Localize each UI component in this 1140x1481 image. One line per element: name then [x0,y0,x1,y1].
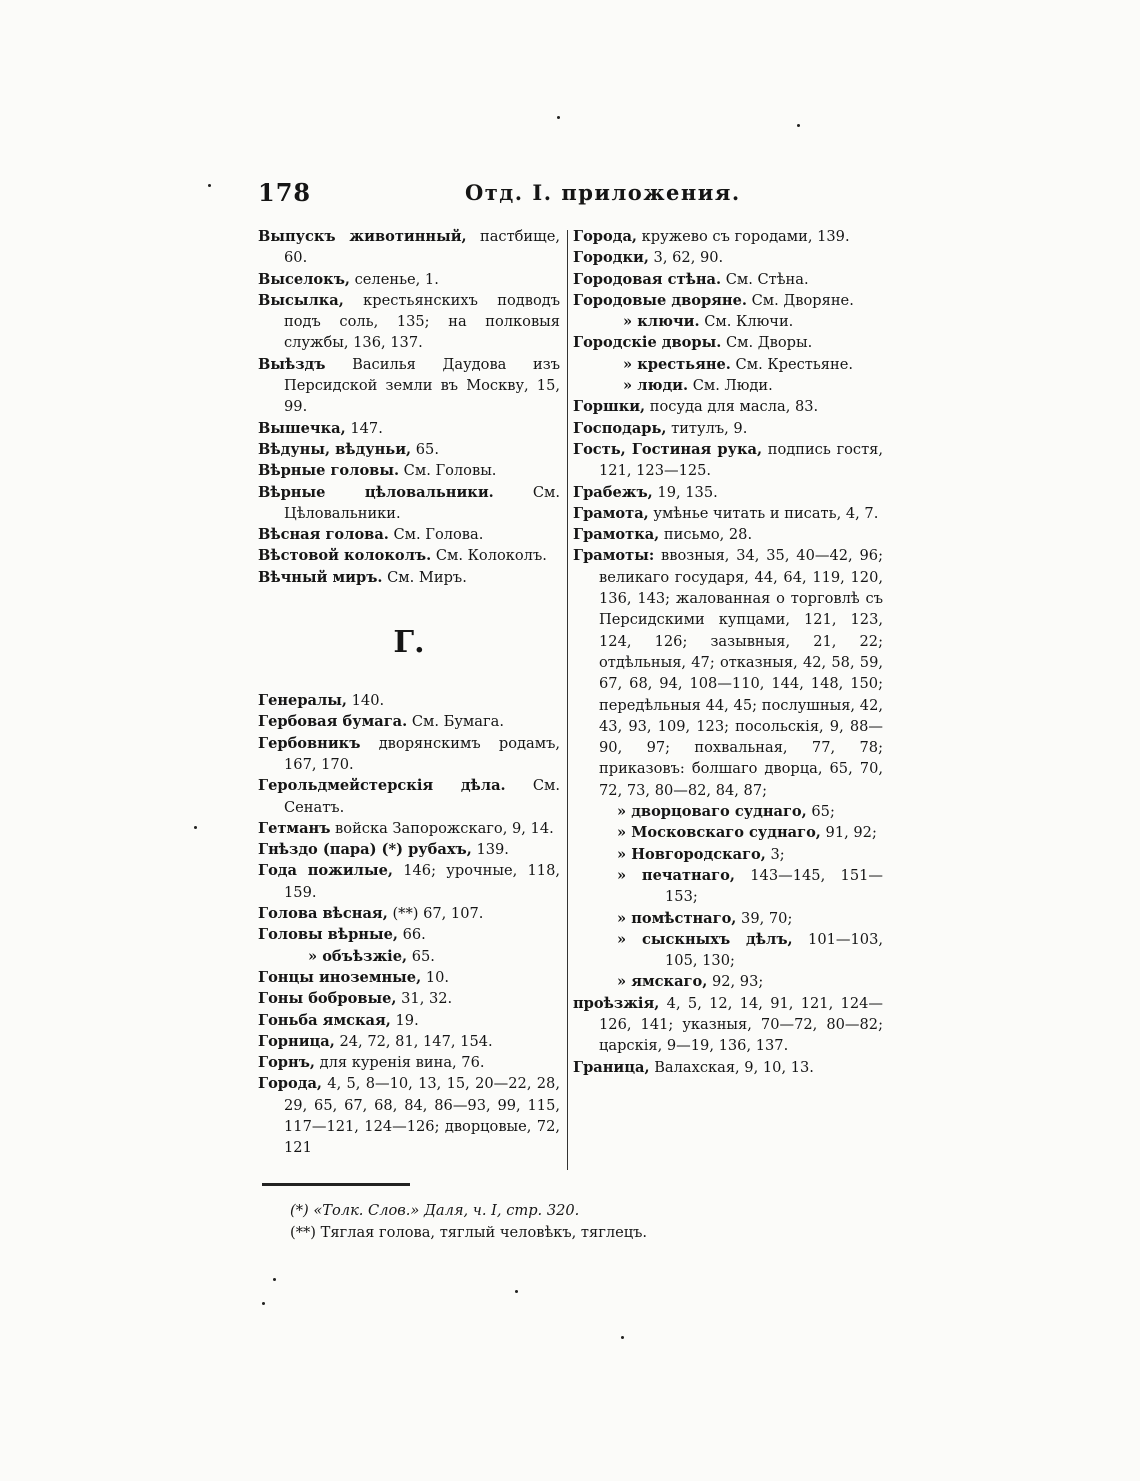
index-block-g-continued [573,226,883,1078]
index-entry [258,924,560,945]
index-entry-refs: Василья Даудова изъ Персидской земли въ Москву, 15, 99. [284,355,560,416]
index-entry-refs: См. Колоколъ. [431,547,547,565]
index-entry-term: » Новгородскаго, [617,845,766,863]
index-entry [258,567,560,588]
index-entry [258,946,560,967]
index-entry [258,775,560,818]
index-entry-term: Вышечка, [258,419,346,437]
index-entry-term: Грамоты: [573,547,655,565]
index-entry [258,545,560,566]
index-entry-term: Грабежъ, [573,483,653,501]
index-entry-term: Генералы, [258,692,347,710]
index-entry-term: Вѣстовой колоколъ. [258,547,432,565]
index-entry-term: Городскіе дворы. [573,334,722,352]
index-entry-refs: См. Крестьяне. [730,355,854,373]
scan-speck [797,124,800,127]
index-entry-refs: Валахская, 9, 10, 13. [649,1058,814,1076]
index-entry-refs: 24, 72, 81, 147, 154. [334,1032,493,1050]
index-entry-term: Высылка, [258,291,344,309]
index-entry-term: » люди. [623,377,689,395]
index-entry-refs: См. Бумага. [407,713,504,731]
index-entry-refs: ввозныя, 34, 35, 40—42, 96; великаго государя, 44, 64, 119, 120, 136, 143; жалованная о торговлѣ съ Персидскими купцами, 121, 123, 124, 126; зазывныя, 21, 22; отдѣльныя, 47; отказныя, 42, 58, 59, 67, 68, 94, 108—110, 144, 148, 150; передѣльныя 44, 45; послушныя, 42, 43, 93, 109, 123; посольскія, 9, 88—90, 97; похвальная, 77, 78; приказовъ: болшаго дворца, 65, 70, 72, 73, 80—82, 84, 87; [599,547,883,799]
index-entry [258,290,560,354]
index-entry-term: Гетманъ [258,819,331,837]
scan-speck [194,826,197,829]
index-entry-term: Выпускъ животинный, [258,228,467,245]
scan-speck [557,116,560,119]
index-entry [258,524,560,545]
index-entry-refs: 92, 93; [707,973,764,991]
index-entry-refs: 65; [806,803,835,821]
index-entry-term: Гнѣздо (пара) (*) рубахъ, [258,841,472,859]
index-entry-refs: 101—103, 105, 130; [665,930,883,970]
index-entry-term: Городовые дворяне. [573,291,747,309]
index-entry-refs: для куренія вина, 76. [314,1054,485,1072]
index-entry-refs: умѣнье читать и писать, 4, 7. [648,504,879,522]
index-entry-term: » ямскаго, [617,973,708,991]
index-entry-term: Города, [573,228,638,245]
index-entry [573,993,883,1057]
index-entry [258,1073,560,1158]
index-entry [573,503,883,524]
index-entry-refs: 147. [345,419,383,437]
index-entry [573,801,883,822]
index-entry-refs: письмо, 28. [659,526,753,544]
index-entry-refs: 91, 92; [820,824,877,842]
index-entry-term: » помѣстнаго, [617,909,737,927]
index-block-g [258,690,560,1159]
index-entry-refs: 66. [397,926,426,944]
index-entry-refs: См. Ключи. [699,313,794,331]
footnote-rule [262,1183,410,1186]
index-entry-refs: 19, 135. [652,483,718,501]
index-entry-term: Горшки, [573,398,646,416]
index-entry [573,375,883,396]
index-entry [573,226,883,247]
index-entry-refs: 139. [471,841,509,859]
index-entry-term: Городовая стѣна. [573,270,722,288]
index-entry [573,929,883,972]
index-entry [573,865,883,908]
index-entry [258,860,560,903]
index-entry [258,839,560,860]
letter-heading: Г. [393,625,425,661]
index-entry [573,1057,883,1078]
index-entry-refs: 4, 5, 12, 14, 91, 121, 124—126, 141; указныя, 70—72, 80—82; царскія, 9—19, 136, 137. [599,994,883,1055]
index-entry [573,354,883,375]
index-entry [573,332,883,353]
index-entry [258,690,560,711]
index-entry-refs: крестьянскихъ подводъ подъ соль, 135; на полковыя службы, 136, 137. [284,291,560,352]
index-entry [258,418,560,439]
index-entry-refs: См. Сенатъ. [284,777,560,816]
index-entry-refs: 143—145, 151—153; [665,866,883,906]
index-entry-refs: 3, 62, 90. [648,249,724,267]
index-entry [573,908,883,929]
index-entry [573,418,883,439]
index-entry-term: Гоны бобровые, [258,990,397,1008]
index-entry [258,1031,560,1052]
index-entry-term: Горница, [258,1032,335,1050]
scan-speck [621,1336,624,1339]
index-entry [258,988,560,1009]
index-entry [573,311,883,332]
scan-speck [515,1290,518,1293]
index-entry [258,818,560,839]
left-column [258,226,560,1159]
index-entry-refs: 31, 32. [396,990,453,1008]
index-entry-term: Выѣздъ [258,355,326,373]
index-entry-term: Грамота, [573,504,649,522]
index-entry-term: Герольдмейстерскія дѣла. [258,777,506,795]
index-entry-refs: войска Запорожскаго, 9, 14. [330,819,554,837]
scan-speck [208,184,211,187]
index-entry-term: » Московскаго суднаго, [617,824,821,842]
column-divider [567,230,568,1170]
index-entry-term: » крестьяне. [623,355,731,373]
footnotes [290,1200,647,1244]
index-entry-refs: (**) 67, 107. [387,905,484,923]
index-entry-term: Гонцы иноземные, [258,968,422,986]
index-entry-refs: 4, 5, 8—10, 13, 15, 20—22, 28, 29, 65, 67, 68, 84, 86—93, 99, 115, 117—121, 124—126; дворцовые, 72, 121 [284,1075,560,1157]
index-entry-term: Головы вѣрные, [258,926,398,944]
index-entry-term: » дворцоваго суднаго, [617,803,807,821]
index-entry-term: Горнъ, [258,1054,315,1072]
index-entry-term: Гербовникъ [258,734,361,752]
index-entry [258,1010,560,1031]
index-entry-refs: 3; [765,845,785,863]
index-entry-refs: 10. [421,968,450,986]
index-entry-term: Гоньба ямская, [258,1011,391,1029]
footnote-2: (**) Тяглая голова, тяглый человѣкъ, тяглецъ. [290,1224,648,1241]
index-entry [573,439,883,482]
index-entry [573,247,883,268]
index-entry [573,396,883,417]
index-entry [258,354,560,418]
index-entry-refs: См. Дворы. [721,334,813,352]
index-entry [258,460,560,481]
index-entry-refs: подпись гостя, 121, 123—125. [599,440,883,480]
index-entry-refs: титулъ, 9. [666,419,748,437]
index-entry [573,524,883,545]
index-entry-refs: 19. [390,1011,419,1029]
index-entry-term: Вѣрные головы. [258,462,400,480]
index-entry-refs: 65. [411,440,439,458]
index-entry [573,844,883,865]
index-entry-term: Вѣсная голова. [258,526,389,544]
index-entry [573,971,883,992]
index-entry-term: проѣзжія, [573,994,660,1012]
index-entry-refs: См. Голова. [388,526,484,544]
index-entry [573,482,883,503]
running-header: Отд. I. приложения. [465,180,741,205]
index-entry-term: Граница, [573,1058,650,1076]
index-entry-term: » печатнаго, [617,866,735,884]
index-entry [258,733,560,776]
index-entry-term: Гость, Гостиная рука, [573,440,763,458]
index-entry-refs: 39, 70; [736,909,793,927]
index-entry [258,269,560,290]
index-entry [258,711,560,732]
index-entry-refs: См. Головы. [399,462,497,480]
index-entry-refs: См. Люди. [688,377,773,395]
index-entry [573,822,883,843]
index-entry-refs: кружево съ городами, 139. [637,228,850,245]
footnote-1: (*) «Толк. Слов.» Даля, ч. I, стр. 320. [290,1202,580,1219]
index-entry-term: Гербовая бумага. [258,713,408,731]
index-entry-term: Вѣдуны, вѣдуньи, [258,440,412,458]
index-entry [258,226,560,269]
index-entry-term: » сыскныхъ дѣлъ, [617,930,793,948]
index-entry [258,1052,560,1073]
index-entry-term: Вѣрные цѣловальники. [258,483,494,501]
index-entry-term: Города, [258,1075,323,1093]
index-entry-refs: посуда для масла, 83. [645,398,819,416]
index-entry-term: Голова вѣсная, [258,905,388,923]
index-entry-term: Городки, [573,249,649,267]
index-entry [573,290,883,311]
index-entry-refs: 146; урочные, 118, 159. [284,862,560,901]
index-entry-refs: 65. [407,947,435,965]
index-entry-term: Выселокъ, [258,270,350,288]
index-entry-refs: 140. [347,692,385,710]
index-entry-term: Грамотка, [573,526,660,544]
scan-speck [273,1278,276,1281]
index-entry-term: » ключи. [623,313,700,331]
index-entry [258,482,560,525]
index-entry-refs: селенье, 1. [349,270,439,288]
page-number: 178 [258,178,312,207]
index-entry-term: Вѣчный миръ. [258,568,383,586]
index-entry-refs: См. Дворяне. [746,291,854,309]
scan-speck [262,1302,265,1305]
index-entry [258,903,560,924]
index-entry [258,439,560,460]
index-entry-refs: См. Цѣловальники. [284,483,560,522]
index-entry-refs: См. Миръ. [382,568,467,586]
index-entry-term: Года пожилые, [258,862,393,880]
index-entry-refs: пастбище, 60. [284,228,560,267]
index-entry-refs: См. Стѣна. [721,270,809,288]
right-column [573,226,883,1078]
index-block-v [258,226,560,588]
index-entry-term: Господарь, [573,419,667,437]
index-entry [573,269,883,290]
index-entry [258,967,560,988]
index-entry [573,545,883,801]
index-entry-refs: дворянскимъ родамъ, 167, 170. [284,734,560,773]
index-entry-term: » объѣзжіе, [308,947,408,965]
